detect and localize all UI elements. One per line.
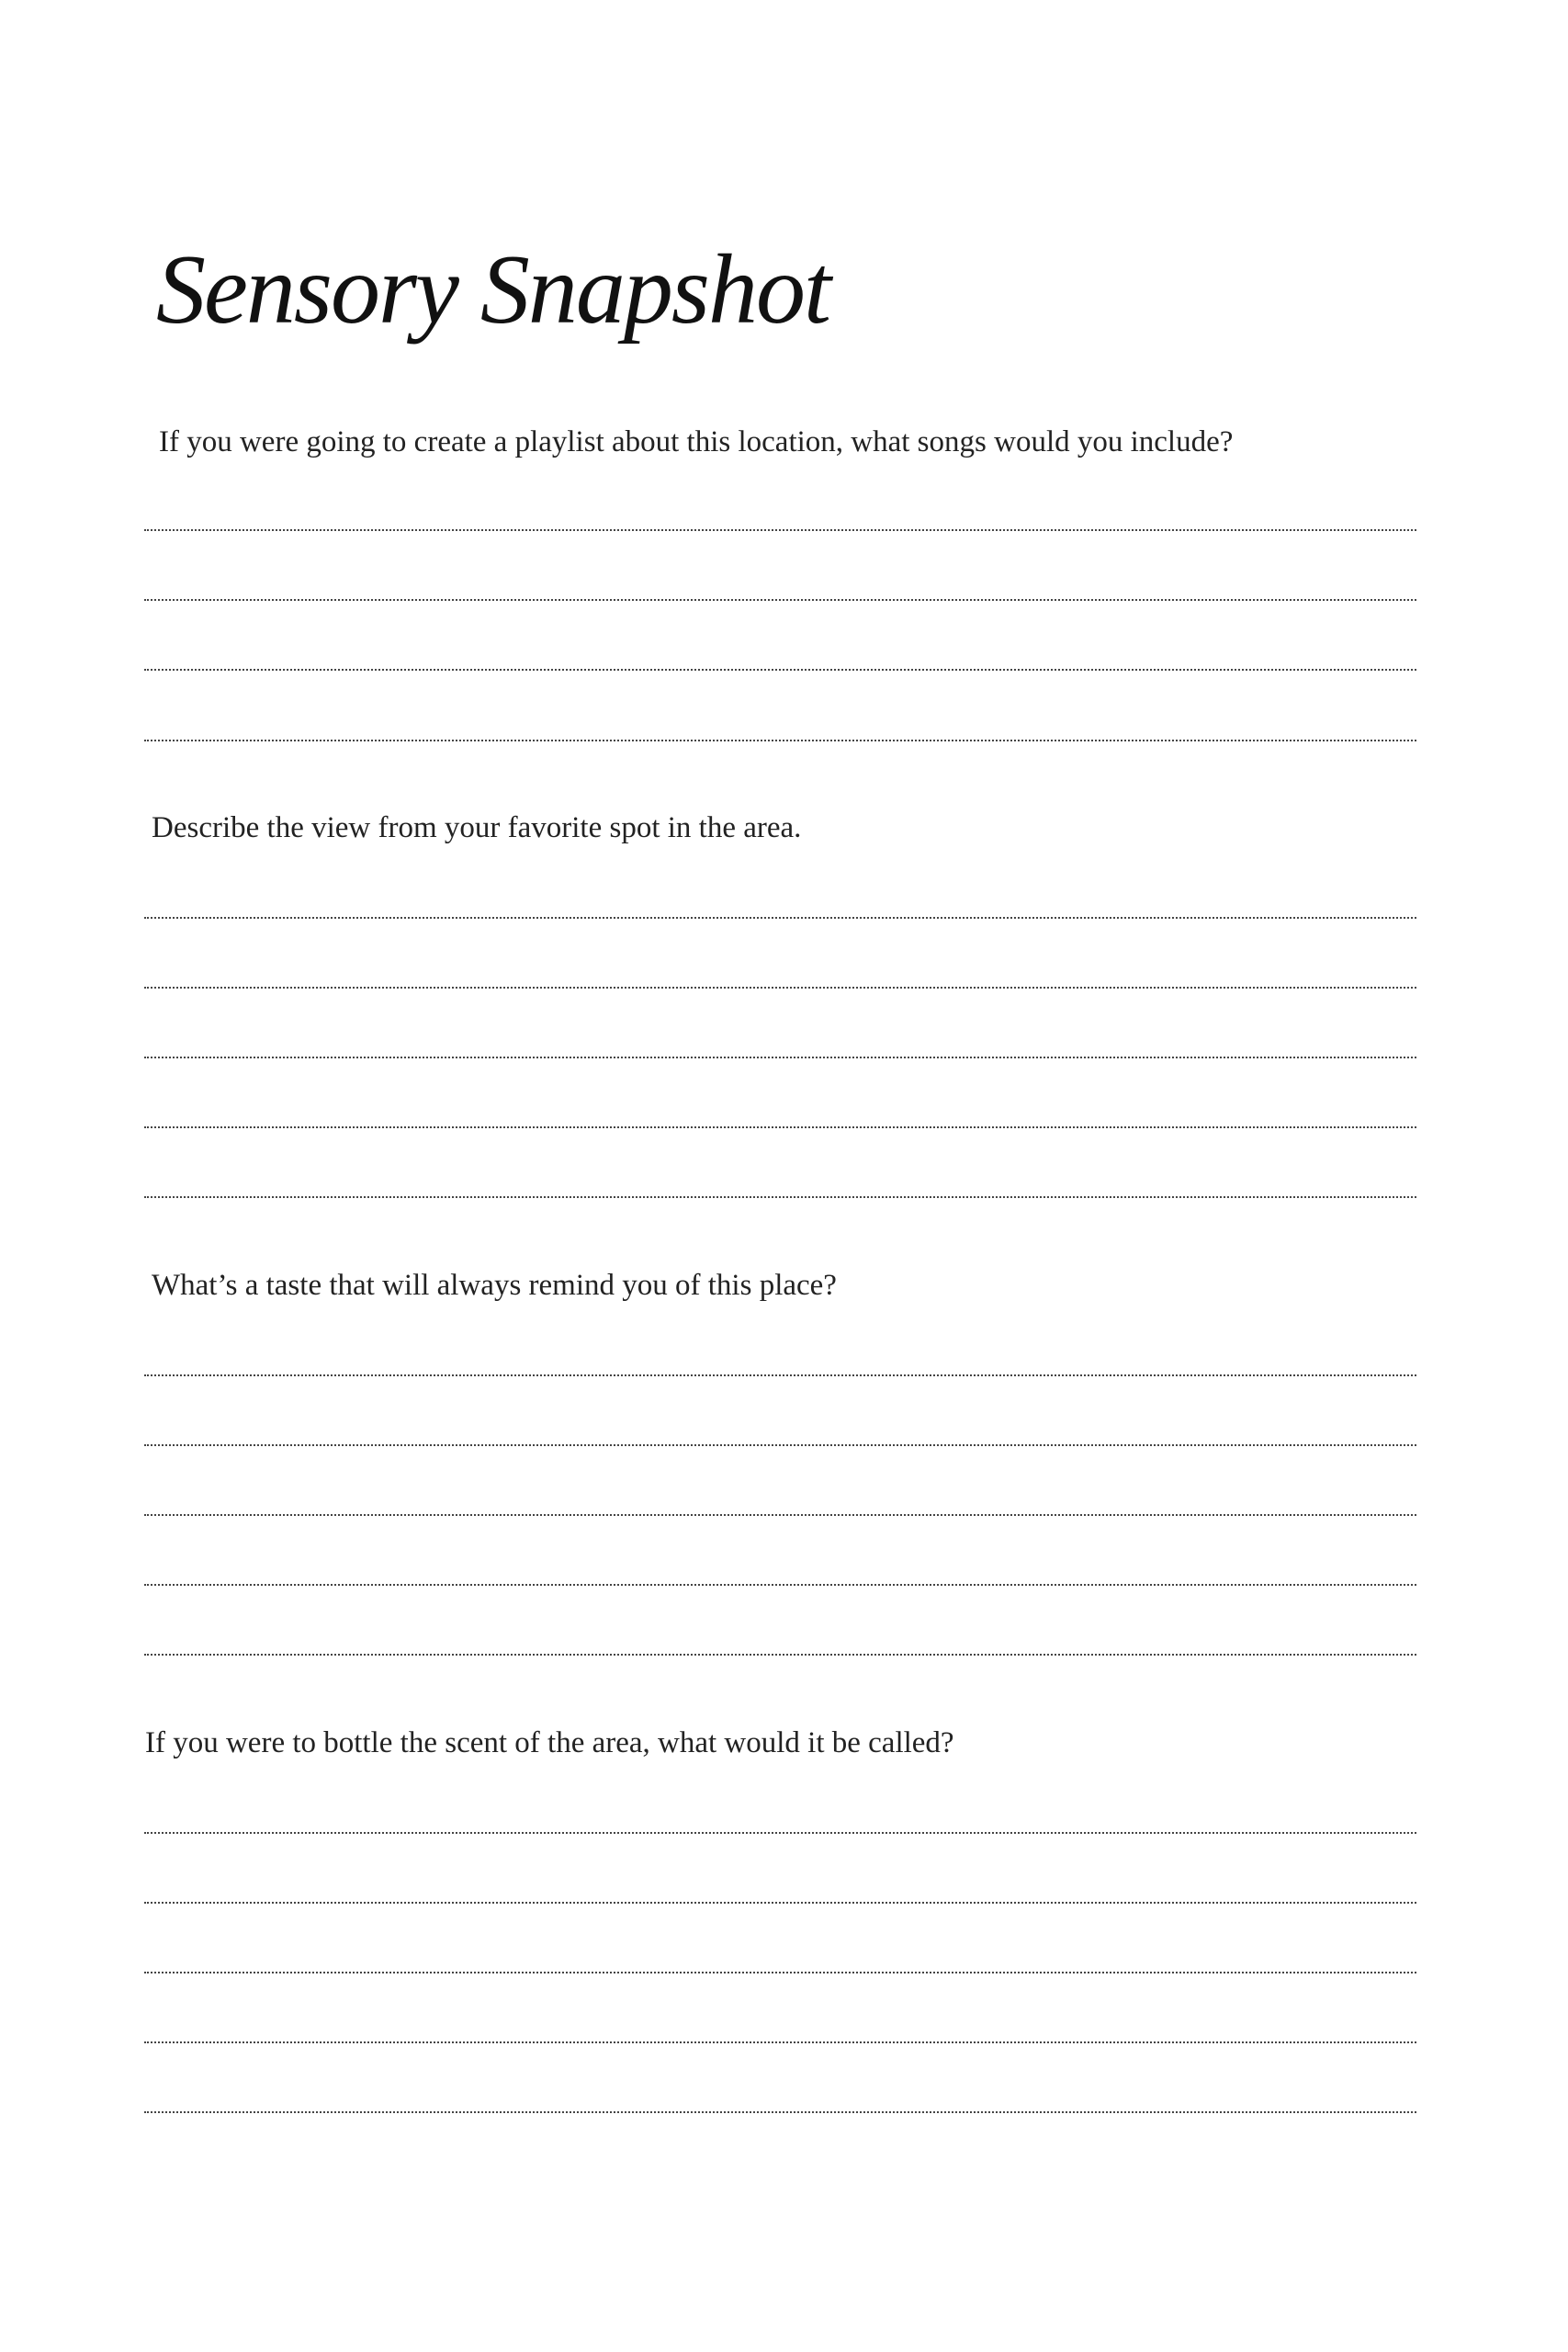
answer-line: [144, 987, 1416, 989]
answer-line: [144, 1902, 1416, 1904]
answer-line: [144, 1444, 1416, 1446]
answer-line: [144, 1057, 1416, 1058]
answer-line: [144, 1832, 1416, 1834]
page-title: Sensory Snapshot: [156, 235, 829, 345]
answer-line: [144, 1972, 1416, 1973]
prompt-view: Describe the view from your favorite spot in the area.: [152, 811, 802, 844]
answer-line: [144, 2041, 1416, 2043]
answer-line: [144, 1126, 1416, 1128]
answer-line: [144, 669, 1416, 671]
prompt-scent: If you were to bottle the scent of the area, what would it be called?: [145, 1726, 954, 1759]
prompt-playlist: If you were going to create a playlist about this location, what songs would you include?: [159, 425, 1234, 458]
prompt-taste: What’s a taste that will always remind you of this place?: [152, 1269, 837, 1302]
answer-line: [144, 1584, 1416, 1586]
answer-line: [144, 1654, 1416, 1656]
answer-line: [144, 1196, 1416, 1198]
answer-line: [144, 2111, 1416, 2113]
answer-line: [144, 740, 1416, 741]
answer-line: [144, 917, 1416, 919]
answer-line: [144, 599, 1416, 601]
answer-line: [144, 1514, 1416, 1516]
answer-line: [144, 1374, 1416, 1376]
answer-line: [144, 529, 1416, 531]
